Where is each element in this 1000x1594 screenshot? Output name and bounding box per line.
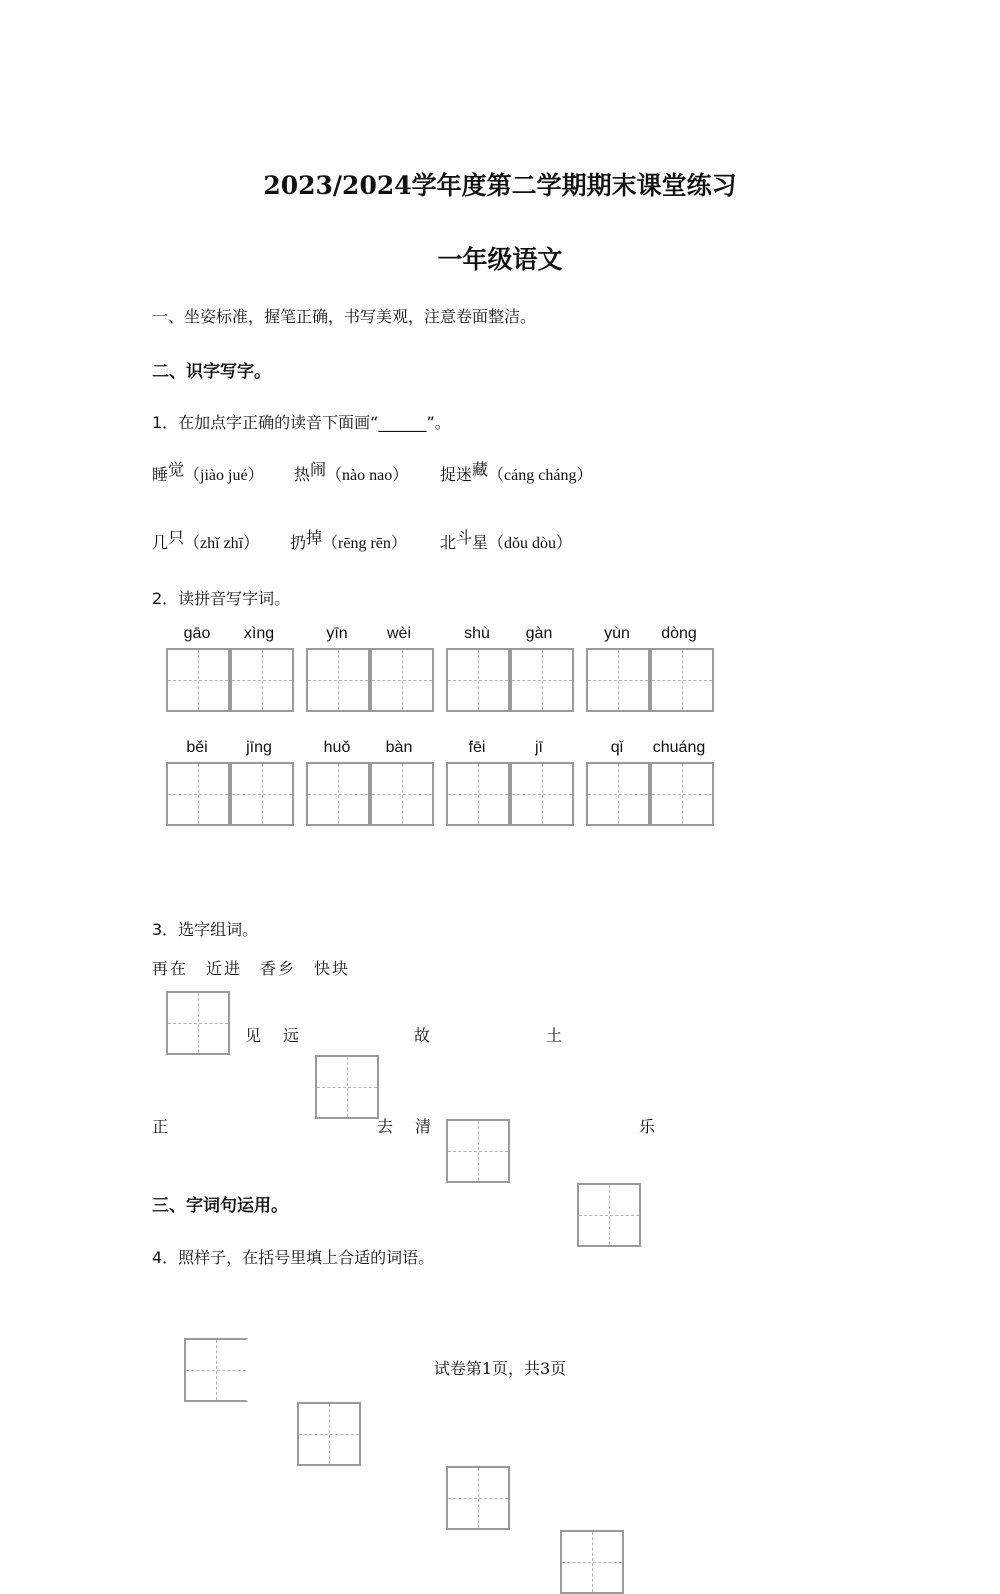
pinyin-label: wèi <box>386 625 411 642</box>
page-footer: 试卷第1页，共3页 <box>433 1359 567 1378</box>
q1-item <box>152 530 259 553</box>
q1-item <box>294 462 408 485</box>
q1-item <box>152 462 264 485</box>
pinyin-label: bàn <box>385 739 413 756</box>
q3-word-char: 乐 <box>639 1117 656 1136</box>
q1-item-text: 北 <box>440 533 457 552</box>
writing-box[interactable] <box>306 648 370 712</box>
q1-item-dotted-char: 只 <box>168 528 185 547</box>
section-two-heading: 二、识字写字。 <box>152 362 271 382</box>
writing-box[interactable] <box>446 762 510 826</box>
q1-item-text: 星 <box>472 533 489 552</box>
pinyin-label: jī <box>535 739 543 756</box>
q1-item <box>440 462 592 485</box>
q1-item-text: 睡 <box>152 465 169 484</box>
word-group <box>586 738 714 826</box>
q3-word-char: 正 <box>152 1117 169 1136</box>
writing-box[interactable] <box>306 762 370 826</box>
writing-box[interactable] <box>297 1402 361 1466</box>
pinyin-label: shù <box>464 625 490 642</box>
pinyin-label: gāo <box>183 625 211 642</box>
q1-item-pinyin: （rēng rēn） <box>322 535 407 552</box>
q1-item-dotted-char: 藏 <box>472 460 489 479</box>
writing-box[interactable] <box>166 762 230 826</box>
q3-word-char: 故 <box>414 1026 431 1045</box>
q1-item-text: 捉迷 <box>440 465 473 484</box>
question-3-choices: 再在 近进 香乡 快块 <box>152 959 351 978</box>
q3-word-char: 土 <box>546 1026 563 1045</box>
q1-item-pinyin: （nào nao） <box>326 467 409 484</box>
writing-box[interactable] <box>230 648 294 712</box>
writing-box[interactable] <box>230 762 294 826</box>
writing-box[interactable] <box>446 1466 510 1530</box>
writing-box[interactable] <box>370 648 434 712</box>
q1-item-dotted-char: 掉 <box>306 528 323 547</box>
word-group <box>166 738 294 826</box>
word-group <box>306 738 434 826</box>
exam-subtitle: 一年级语文 <box>437 245 563 274</box>
q3-word-char: 见 <box>245 1026 262 1045</box>
pinyin-label: jīng <box>246 739 272 756</box>
q1-item-dotted-char: 闹 <box>310 460 327 479</box>
q1-item-dotted-char: 觉 <box>168 460 185 479</box>
pinyin-label: yīn <box>326 625 348 642</box>
pinyin-label: dòng <box>661 625 697 642</box>
q1-item <box>290 530 407 553</box>
q3-word-char: 清 <box>415 1117 432 1136</box>
writing-box[interactable] <box>560 1530 624 1594</box>
writing-box[interactable] <box>166 648 230 712</box>
pinyin-label: yùn <box>604 625 630 642</box>
exam-title: 2023/2024学年度第二学期期末课堂练习 <box>263 171 737 200</box>
q1-item-text: 热 <box>294 465 311 484</box>
q1-item-text: 几 <box>152 533 169 552</box>
writing-box[interactable] <box>586 648 650 712</box>
q1-item <box>440 530 572 553</box>
writing-box[interactable] <box>370 762 434 826</box>
writing-box[interactable] <box>577 1183 641 1247</box>
q1-item-pinyin: （dǒu dòu） <box>488 535 573 552</box>
word-group <box>446 738 574 826</box>
q1-item-pinyin: （zhǐ zhī） <box>184 535 260 552</box>
q3-word-char: 去 <box>377 1117 394 1136</box>
writing-box[interactable] <box>166 991 230 1055</box>
word-group <box>446 624 574 712</box>
q1-item-pinyin: （jiào jué） <box>184 467 264 484</box>
q1-item-text: 扔 <box>290 533 307 552</box>
writing-box[interactable] <box>446 1119 510 1183</box>
word-group <box>306 624 434 712</box>
question-2-prompt: 2．读拼音写字词。 <box>152 589 291 608</box>
writing-box[interactable] <box>650 648 714 712</box>
q1-item-dotted-char: 斗 <box>456 528 473 547</box>
pinyin-label: xìng <box>243 625 275 642</box>
writing-box[interactable] <box>510 648 574 712</box>
pinyin-label: běi <box>186 739 208 756</box>
pinyin-label: fēi <box>468 739 486 756</box>
writing-box[interactable] <box>586 762 650 826</box>
word-group <box>586 624 714 712</box>
writing-box[interactable] <box>650 762 714 826</box>
writing-box[interactable] <box>446 648 510 712</box>
pinyin-label: chuáng <box>652 739 706 756</box>
question-3-prompt: 3．选字组词。 <box>152 920 259 939</box>
question-1-prompt: 1．在加点字正确的读音下面画“______”。 <box>152 413 451 432</box>
pinyin-label: huǒ <box>323 739 351 756</box>
pinyin-label: gàn <box>525 625 553 642</box>
section-one-text: 一、坐姿标准，握笔正确，书写美观，注意卷面整洁。 <box>152 307 537 326</box>
q3-word-char: 远 <box>283 1026 300 1045</box>
writing-box[interactable] <box>315 1055 379 1119</box>
pinyin-grid-row-1 <box>166 624 714 712</box>
section-three-heading: 三、字词句运用。 <box>152 1196 288 1216</box>
writing-box[interactable] <box>510 762 574 826</box>
question-4-prompt: 4．照样子，在括号里填上合适的词语。 <box>152 1248 435 1267</box>
pinyin-label: qǐ <box>610 739 624 756</box>
q1-item-pinyin: （cáng cháng） <box>488 467 593 484</box>
pinyin-grid-row-2 <box>166 738 714 826</box>
word-group <box>166 624 294 712</box>
